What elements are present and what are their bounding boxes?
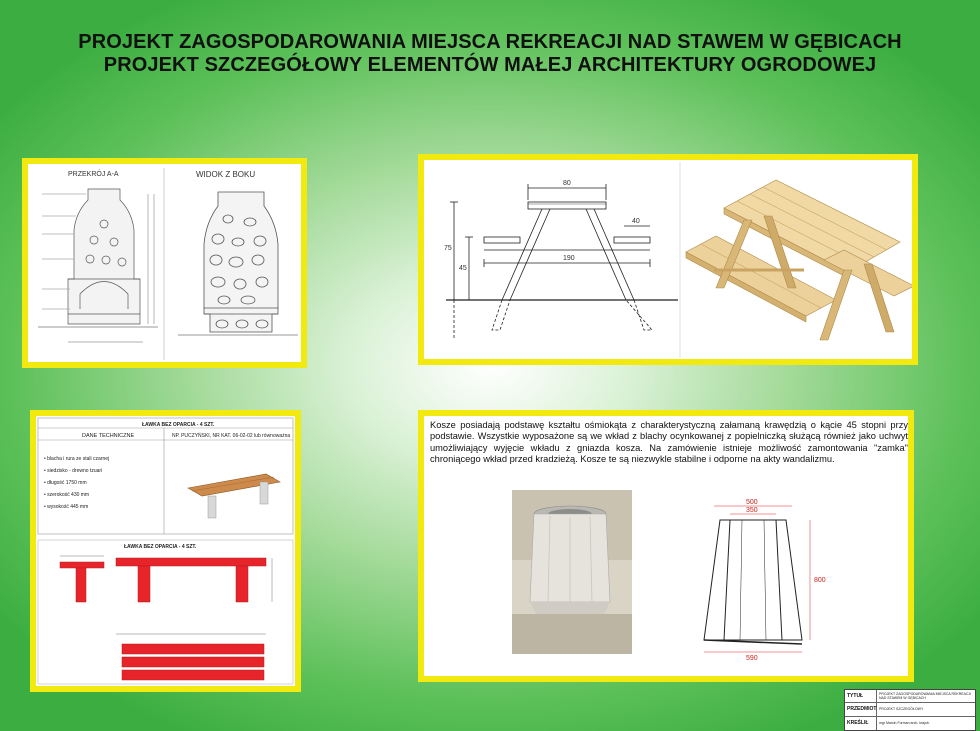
page-title-line-1: PROJEKT ZAGOSPODAROWANIA MIEJSCA REKREACJI NAD STAWEM W GĘBICACH bbox=[78, 31, 902, 53]
waste-bin-panel bbox=[418, 410, 914, 682]
bench-spec-item: • wysokość 445 mm bbox=[44, 504, 89, 510]
bin-dim-top: 500 bbox=[746, 499, 758, 506]
table-dim-right: 45 bbox=[459, 265, 467, 272]
waste-bin-technical-drawing bbox=[704, 506, 810, 652]
bin-dim-height: 800 bbox=[814, 577, 826, 584]
bench-spec-item: • siedzisko - drewno tzuari bbox=[44, 468, 103, 474]
bench-col-left: DANE TECHNICZNE bbox=[82, 433, 135, 439]
waste-bin-photo bbox=[512, 490, 632, 654]
bench-sheet bbox=[36, 416, 295, 686]
stamp-label-title: TYTUŁ bbox=[847, 693, 864, 699]
grill-section-label: PRZEKRÓJ A-A bbox=[68, 171, 119, 178]
stamp-label-drawn-by: KREŚLIŁ bbox=[847, 720, 869, 726]
table-dim-top: 80 bbox=[563, 180, 571, 187]
bench-spec-item: • blacha i rura ze stali czarnej bbox=[44, 456, 110, 462]
stamp-label-subject: PRZEDMIOT bbox=[847, 706, 877, 712]
picnic-table-panel bbox=[418, 154, 918, 365]
grill-side-label: WIDOK Z BOKU bbox=[196, 170, 256, 179]
grill-panel bbox=[22, 158, 307, 368]
picnic-table-render bbox=[686, 180, 912, 340]
table-technical-drawing bbox=[446, 184, 678, 340]
page-title-line-2: PROJEKT SZCZEGÓŁOWY ELEMENTÓW MAŁEJ ARCHITEKTURY OGRODOWEJ bbox=[103, 54, 877, 76]
stamp-value-subject: PROJEKT SZCZEGÓŁOWY bbox=[879, 707, 924, 711]
bench-table-title: ŁAWKA BEZ OPARCIA - 4 SZT. bbox=[142, 422, 215, 428]
title-block-stamp bbox=[844, 689, 976, 731]
bin-dim-inner: 350 bbox=[746, 507, 758, 514]
bench-red-drawing bbox=[60, 558, 266, 680]
stamp-value-title: PROJEKT ZAGOSPODAROWANIA MIEJSCA REKREACJI NAD STAWEM W GĘBICACH bbox=[879, 692, 972, 700]
stamp-value-drawn-by: mgr Marcin Furman arch. krajob. bbox=[879, 721, 930, 725]
bench-photo bbox=[188, 474, 280, 518]
picnic-table-drawing bbox=[424, 160, 912, 359]
bench-spec-item: • szerokość 430 mm bbox=[44, 492, 90, 498]
bench-spec-list bbox=[44, 456, 109, 510]
bench-spec-item: • długość 1750 mm bbox=[44, 480, 87, 486]
grill-drawing bbox=[28, 164, 301, 362]
grill-side-view bbox=[178, 192, 298, 335]
bench-panel bbox=[30, 410, 301, 692]
grill-section-view bbox=[38, 189, 158, 342]
bench-drawing-title: ŁAWKA BEZ OPARCIA - 4 SZT. bbox=[124, 544, 197, 550]
table-dim-bottom: 190 bbox=[563, 255, 575, 262]
table-dim-left: 75 bbox=[444, 245, 452, 252]
bin-dim-bottom: 590 bbox=[746, 655, 758, 662]
table-dim-side: 40 bbox=[632, 218, 640, 225]
bench-col-right: NP. PUCZYŃSKI, NR KAT. 06-02-02 lub równoważna bbox=[172, 433, 291, 439]
waste-bin-description: Kosze posiadają podstawę kształtu ośmiokąta z charakterystyczną załamaną krawędzią o kącie 45 stopni przy podstawie. Wszystkie wyposażone są we wkład z blachy ocynkowanej z popielniczką służącą również jako uchwyt umożliwiający wyjęcie wkładu z gniazda kosza. Na zamówienie istnieje możliwość zamontowania "zamka" chroniącego wkład przed kradzieżą. Kosze te są niezwykle stabilne i odporne na akty wandalizmu. bbox=[430, 420, 908, 465]
waste-bin-graphics bbox=[424, 416, 908, 676]
